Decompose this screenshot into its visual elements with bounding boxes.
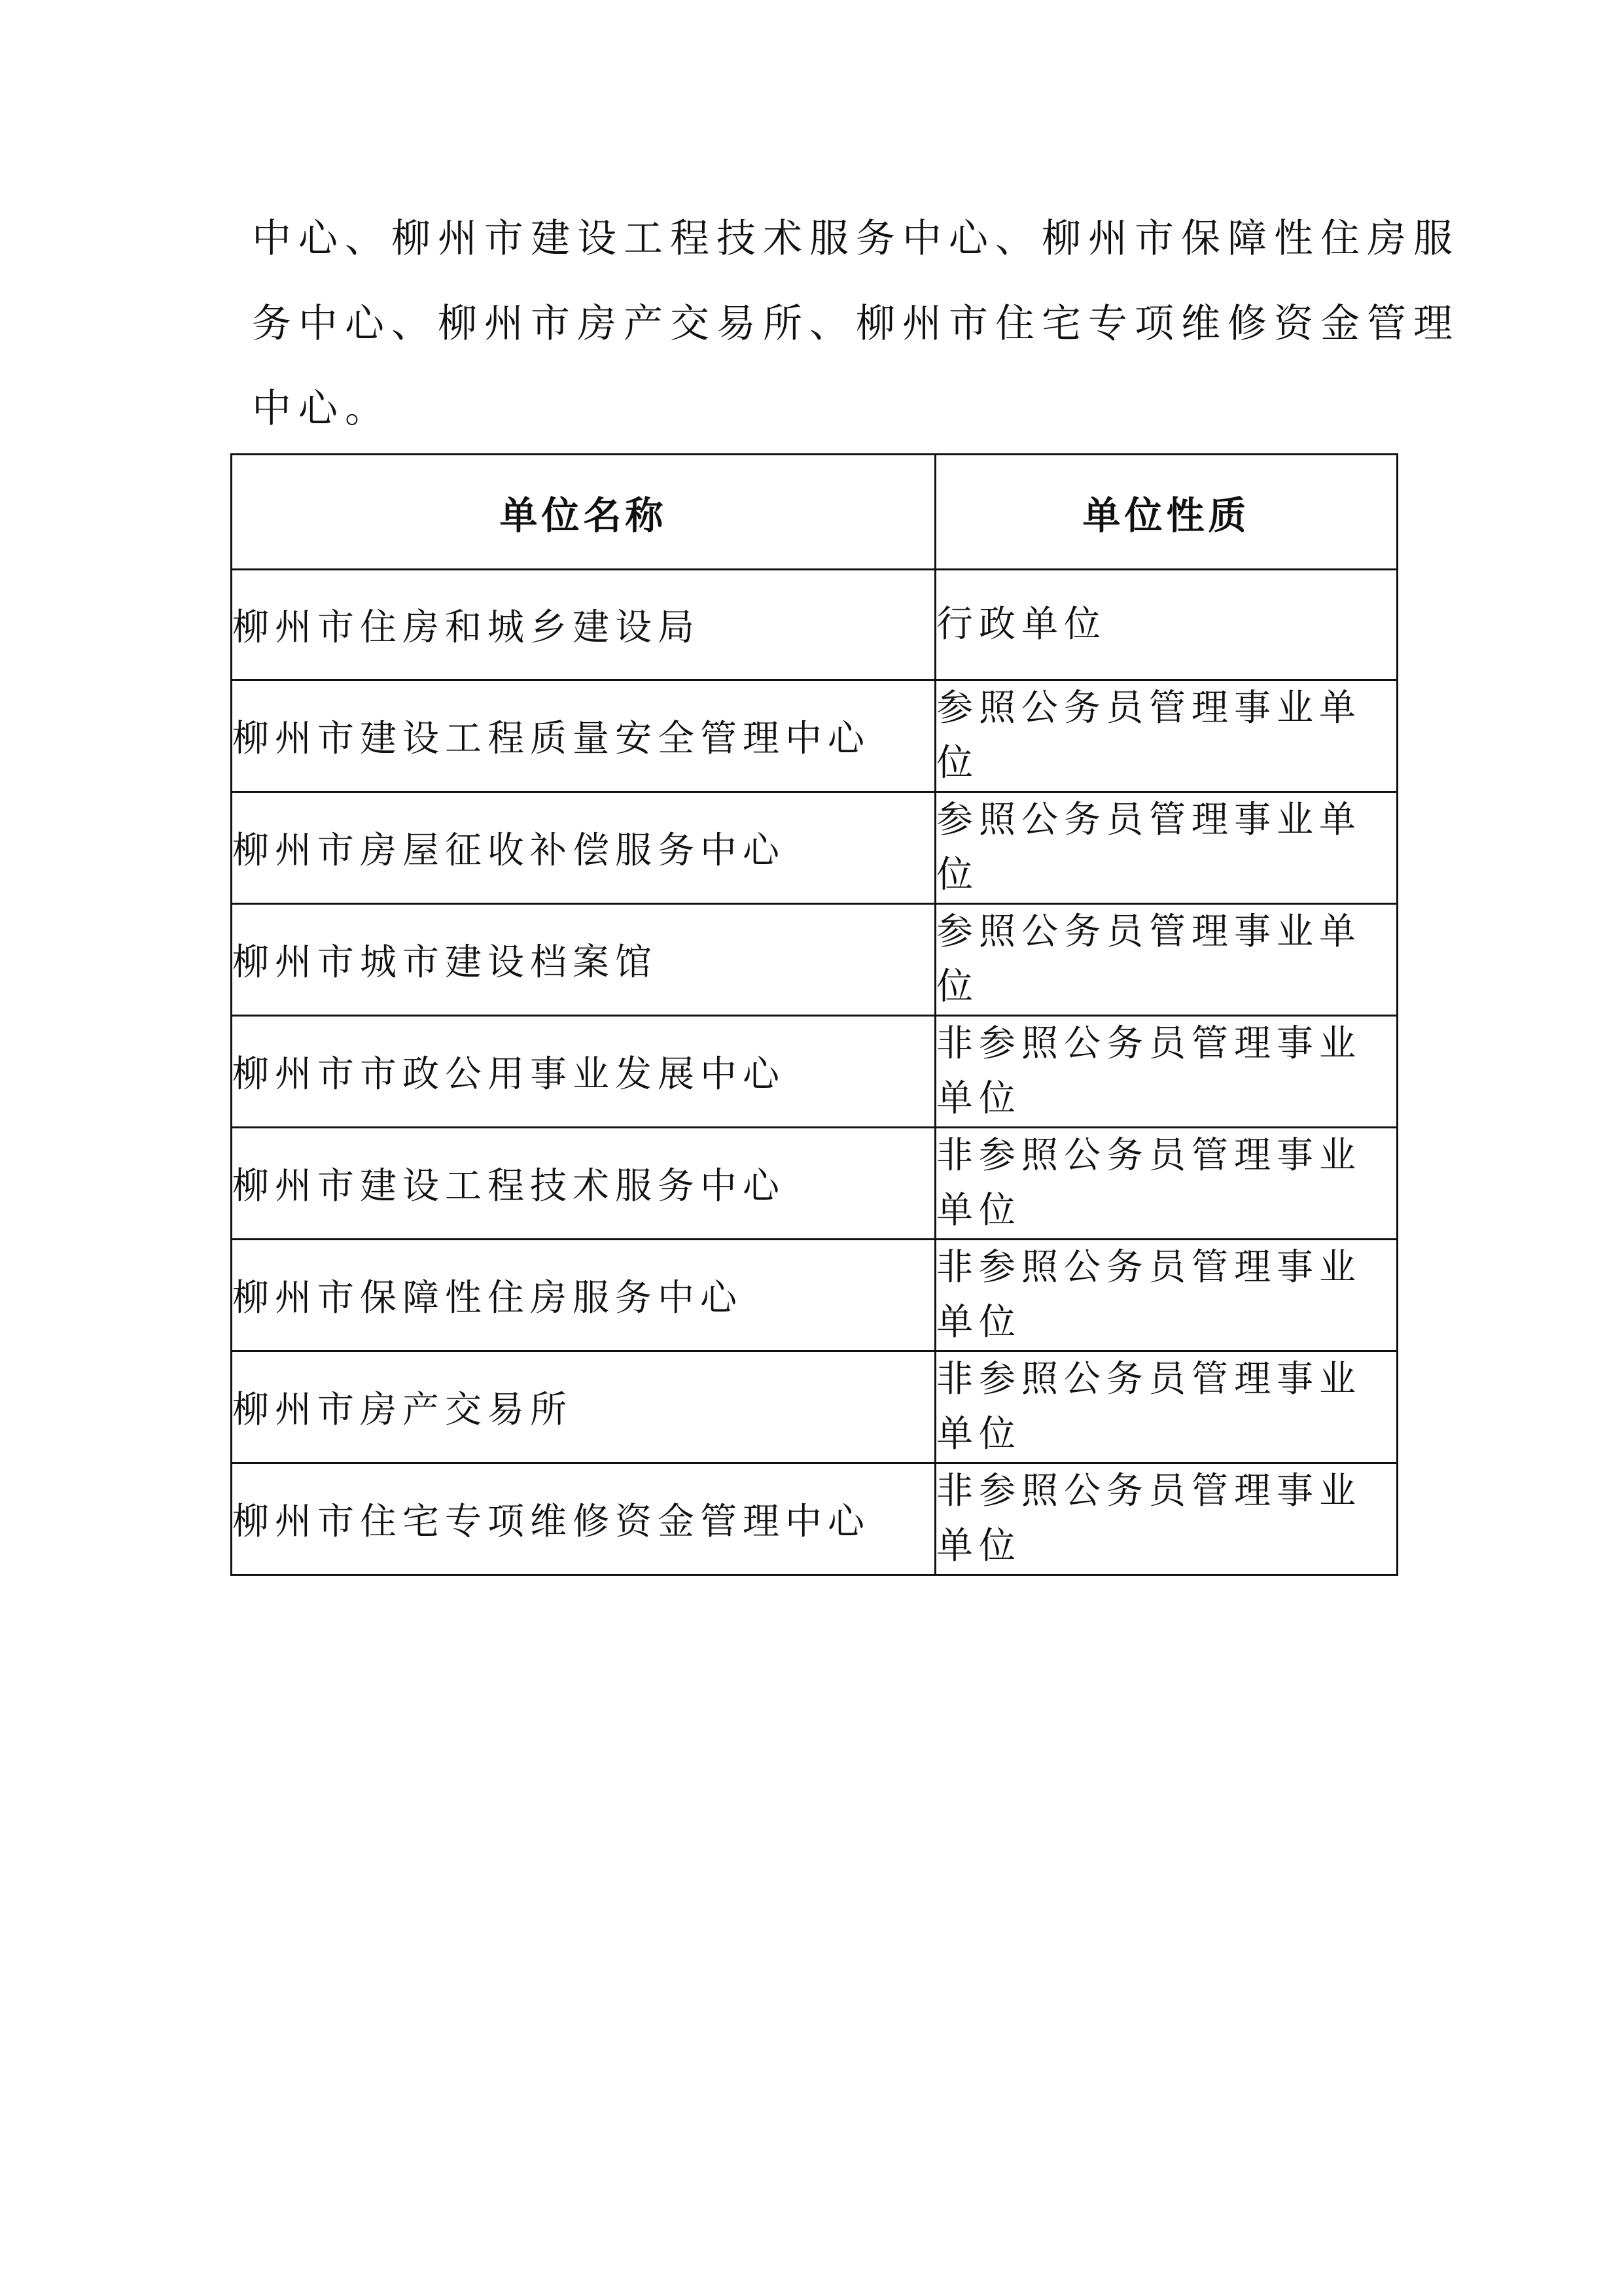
table-row — [232, 570, 1398, 680]
unit-nature-cell: 非参照公务员管理事业单位 — [936, 1351, 1398, 1463]
unit-name-cell: 柳州市房产交易所 — [232, 1351, 936, 1463]
unit-name-cell: 柳州市房屋征收补偿服务中心 — [232, 792, 936, 904]
table-row — [232, 1240, 1398, 1351]
unit-nature-cell: 参照公务员管理事业单位 — [936, 680, 1398, 792]
unit-nature-cell: 行政单位 — [936, 570, 1398, 680]
unit-name-cell: 柳州市保障性住房服务中心 — [232, 1240, 936, 1351]
unit-name-cell: 柳州市建设工程技术服务中心 — [232, 1128, 936, 1240]
unit-name-cell: 柳州市建设工程质量安全管理中心 — [232, 680, 936, 792]
intro-line: 务中心、柳州市房产交易所、柳州市住宅专项维修资金管理 — [252, 301, 1460, 347]
table-row — [232, 1463, 1398, 1575]
unit-name-cell: 柳州市住宅专项维修资金管理中心 — [232, 1463, 936, 1575]
unit-nature-cell: 非参照公务员管理事业单位 — [936, 1463, 1398, 1575]
unit-nature-cell: 参照公务员管理事业单位 — [936, 904, 1398, 1016]
header-unit-name: 单位名称 — [232, 455, 936, 570]
unit-table — [230, 453, 1398, 1576]
header-unit-nature: 单位性质 — [936, 455, 1398, 570]
intro-line: 中心。 — [252, 386, 391, 432]
unit-nature-cell: 参照公务员管理事业单位 — [936, 792, 1398, 904]
unit-name-cell: 柳州市市政公用事业发展中心 — [232, 1016, 936, 1128]
table-row — [232, 1351, 1398, 1463]
table-header-row — [232, 455, 1398, 570]
unit-nature-cell: 非参照公务员管理事业单位 — [936, 1240, 1398, 1351]
unit-nature-cell: 非参照公务员管理事业单位 — [936, 1016, 1398, 1128]
unit-name-cell: 柳州市城市建设档案馆 — [232, 904, 936, 1016]
table-row — [232, 904, 1398, 1016]
unit-name-cell: 柳州市住房和城乡建设局 — [232, 570, 936, 680]
unit-nature-cell: 非参照公务员管理事业单位 — [936, 1128, 1398, 1240]
table-row — [232, 680, 1398, 792]
intro-line: 中心、柳州市建设工程技术服务中心、柳州市保障性住房服 — [252, 216, 1460, 262]
table-row — [232, 792, 1398, 904]
table-row — [232, 1128, 1398, 1240]
intro-paragraph — [252, 196, 1460, 451]
table-row — [232, 1016, 1398, 1128]
